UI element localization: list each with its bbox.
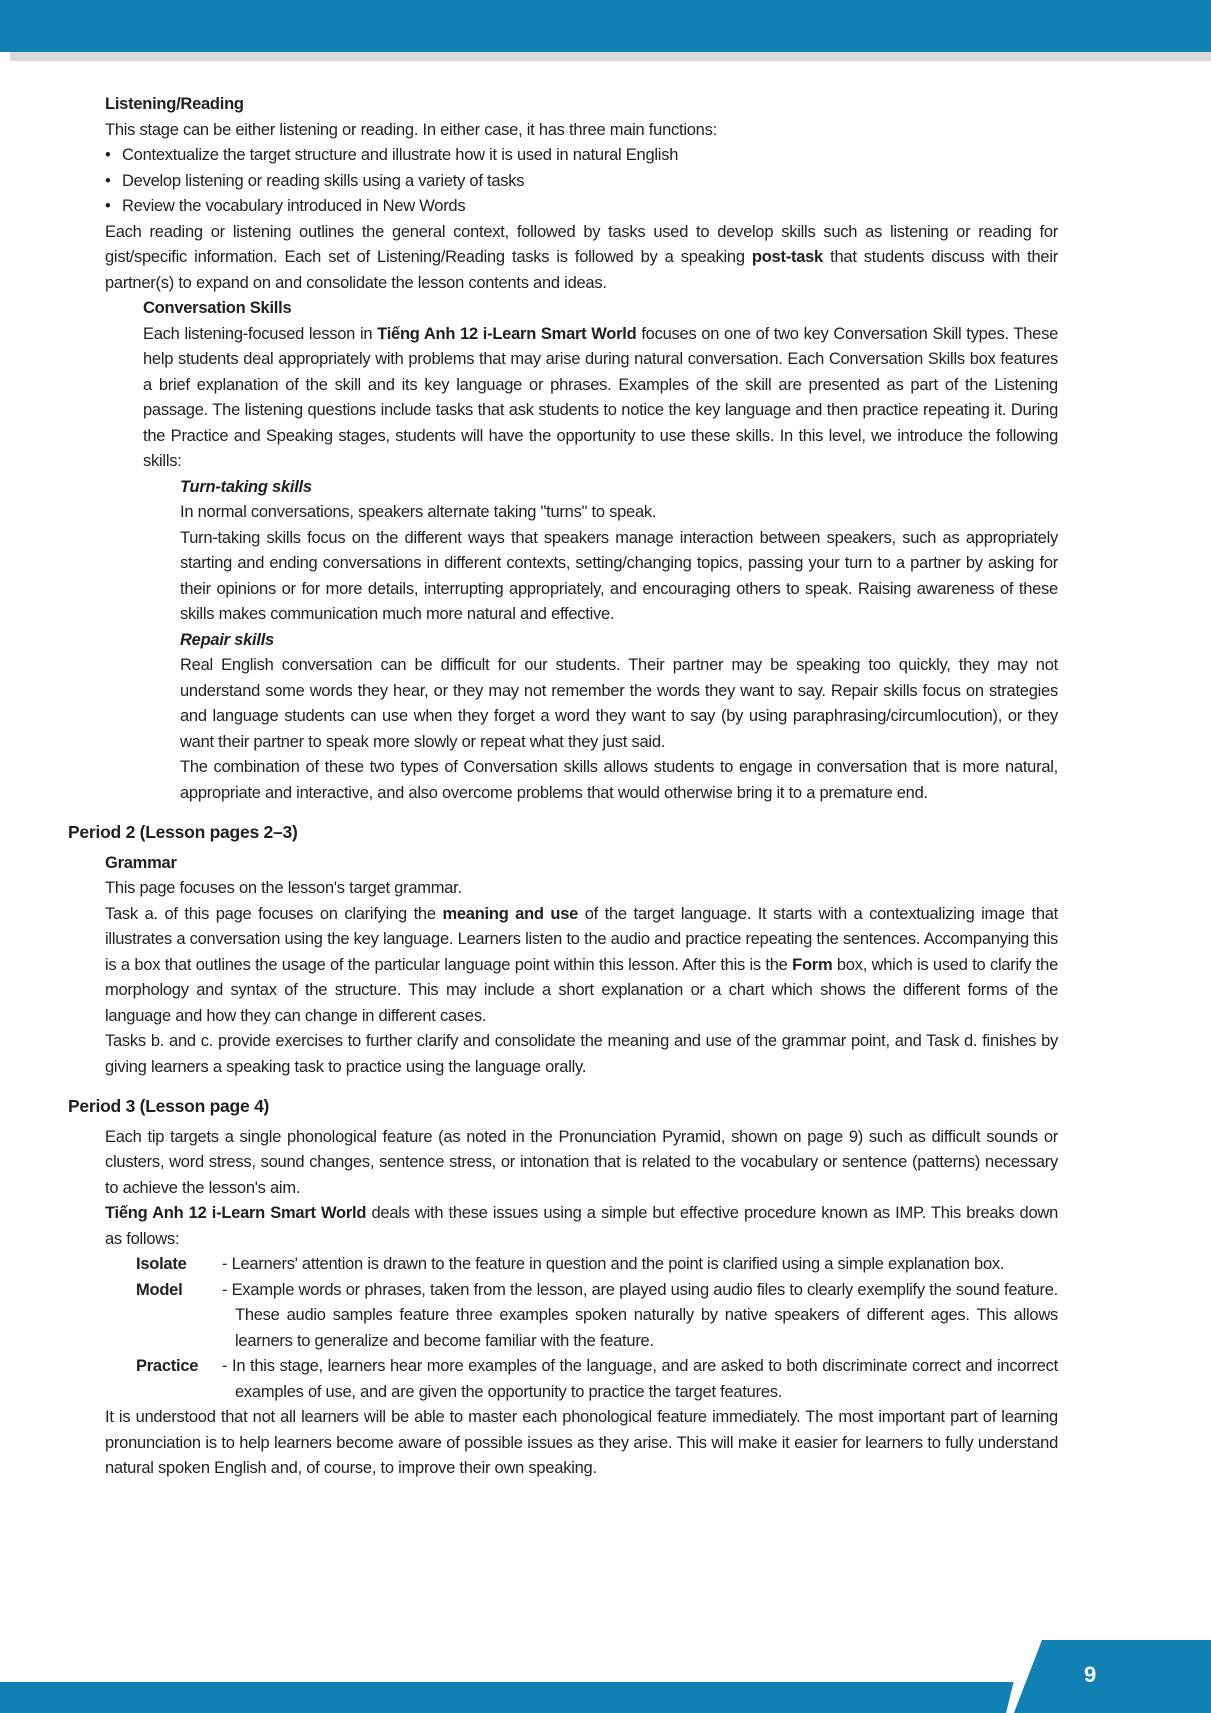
turn-taking-heading: Turn-taking skills: [180, 477, 312, 496]
period-3-heading: Period 3 (Lesson page 4): [68, 1096, 270, 1116]
page-header-bar: [0, 0, 1211, 52]
conversation-skills-paragraph: [143, 322, 1058, 475]
header-shadow: [10, 52, 1211, 61]
repair-skills-paragraph-1: Real English conversation can be difficult for our students. Their partner may be speaking too quickly, they may not understand some words they hear, or they may not remember the words they want to say. Repair skills focus on strategies and language students can use when they forget a word they want to say (by using paraphrasing/circumlocution), or they want their partner to speak more slowly or repeat what they just said.: [180, 656, 1058, 751]
text-segment: deals with these issues using a simple but effective procedure known as IMP. This breaks down as follows:: [105, 1204, 1059, 1248]
imp-row-isolate: [136, 1252, 1058, 1278]
repair-skills-heading: Repair skills: [180, 630, 274, 649]
listening-reading-intro: This stage can be either listening or reading. In either case, it has three main functions:: [105, 120, 717, 139]
page-number-tab: [1006, 1640, 1211, 1713]
text-segment: of the target language. It starts with a contextualizing image that illustrates a conversation using the key language. Learners listen to the audio and practice repeating the sentences. Accompanying this is a box that outlines the usage of the particular language point within this lesson. After this is the: [105, 904, 1059, 974]
text-segment: box, which is used to clarify the morphology and syntax of the structure. This may include a short explanation or a chart which shows the different forms of the language and how they can change in different cases.: [105, 955, 1058, 1025]
text-segment: Each listening-focused lesson in: [143, 324, 378, 343]
conversation-skills-section: [68, 296, 1058, 806]
period-3-closing-paragraph: It is understood that not all learners will be able to master each phonological feature immediately. The most important part of learning pronunciation is to help learners become aware of possible issues as they arise. This will make it easier for learners to fully understand natural spoken English and, of course, to improve their own speaking.: [105, 1408, 1058, 1477]
imp-description: - Example words or phrases, taken from the lesson, are played using audio files to clearly exemplify the sound feature. These audio samples feature three examples spoken naturally by native speakers of different ages. This allows learners to generalize and become familiar with the feature.: [222, 1280, 1058, 1350]
bullet-item: • Contextualize the target structure and illustrate how it is used in natural English: [105, 143, 1058, 169]
bullet-item: • Review the vocabulary introduced in New Words: [105, 194, 1058, 220]
listening-reading-paragraph: [105, 220, 1058, 297]
imp-description: - Learners' attention is drawn to the feature in question and the point is clarified using a simple explanation box.: [222, 1255, 1005, 1273]
listening-reading-bullet-list: [105, 143, 1058, 220]
document-content: [68, 92, 1058, 1482]
listening-reading-heading: Listening/Reading: [105, 95, 244, 113]
listening-reading-section: [68, 92, 1058, 296]
text-segment-bold: Tiếng Anh 12 i-Learn Smart World: [377, 324, 637, 343]
turn-taking-paragraph-1: In normal conversations, speakers alternate taking "turns" to speak.: [180, 503, 657, 521]
period-2-heading: Period 2 (Lesson pages 2–3): [68, 822, 298, 842]
imp-term: Practice: [136, 1357, 199, 1375]
imp-row-model: [136, 1278, 1058, 1355]
conversation-skills-heading: Conversation Skills: [143, 299, 292, 317]
text-segment: Task a. of this page focuses on clarifying the: [105, 904, 443, 923]
grammar-paragraph-1: This page focuses on the lesson's target grammar.: [105, 879, 462, 897]
text-segment-bold: Tiếng Anh 12 i-Learn Smart World: [105, 1204, 367, 1222]
grammar-paragraph-2: [105, 902, 1058, 1030]
bullet-item: • Develop listening or reading skills using a variety of tasks: [105, 169, 1058, 195]
imp-term: Model: [136, 1280, 183, 1299]
period-3-section: [68, 1094, 1058, 1482]
page-tab-shape: [1006, 1640, 1211, 1713]
imp-description: - In this stage, learners hear more examples of the language, and are asked to both discriminate correct and incorrect examples of use, and are given the opportunity to practice the target features.: [222, 1357, 1058, 1401]
period-3-paragraph-1: Each tip targets a single phonological feature (as noted in the Pronunciation Pyramid, shown on page 9) such as difficult sounds or clusters, word stress, sound changes, sentence stress, or intonation that is related to the vocabulary or sentence (patterns) necessary to achieve the lesson's aim.: [105, 1127, 1058, 1197]
text-segment-bold: Form: [792, 955, 833, 974]
turn-taking-paragraph-2: Turn-taking skills focus on the different ways that speakers manage interaction between speakers, such as appropriately starting and ending conversations in different contexts, setting/changing topics, passing your turn to a partner by asking for their opinions or for more details, interrupting appropriately, and encouraging others to speak. Raising awareness of these skills makes communication much more natural and effective.: [180, 528, 1058, 623]
text-segment: that students discuss with their partner(s) to expand on and consolidate the lesson contents and ideas.: [105, 248, 1059, 292]
text-segment-bold: meaning and use: [442, 904, 579, 923]
grammar-heading: Grammar: [105, 853, 177, 872]
text-segment: Each reading or listening outlines the general context, followed by tasks used to develop skills such as listening or reading for gist/specific information. Each set of Listening/Reading tasks is followed by a speaking: [105, 222, 1058, 266]
page-number: 9: [1084, 1662, 1097, 1687]
grammar-paragraph-3: Tasks b. and c. provide exercises to further clarify and consolidate the meaning and use of the grammar point, and Task d. finishes by giving learners a speaking task to practice using the language orally.: [105, 1032, 1058, 1076]
period-3-paragraph-2: [105, 1201, 1058, 1252]
text-segment: focuses on one of two key Conversation Skill types. These help students deal appropriately with problems that may arise during natural conversation. Each Conversation Skills box features a brief explanation of the skill and its key language or phrases. Examples of the skill are presented as part of the Listening passage. The listening questions include tasks that ask students to notice the key language and then practice repeating it. During the Practice and Speaking stages, students will have the opportunity to use these skills. In this level, we introduce the following skills:: [143, 324, 1058, 470]
repair-skills-paragraph-2: The combination of these two types of Conversation skills allows students to engage in conversation that is more natural, appropriate and interactive, and also overcome problems that would otherwise bring it to a premature end.: [180, 758, 1058, 802]
text-segment-bold: post-task: [751, 248, 823, 266]
imp-row-practice: [136, 1354, 1058, 1405]
imp-term: Isolate: [136, 1255, 187, 1273]
period-2-section: [68, 820, 1058, 1080]
